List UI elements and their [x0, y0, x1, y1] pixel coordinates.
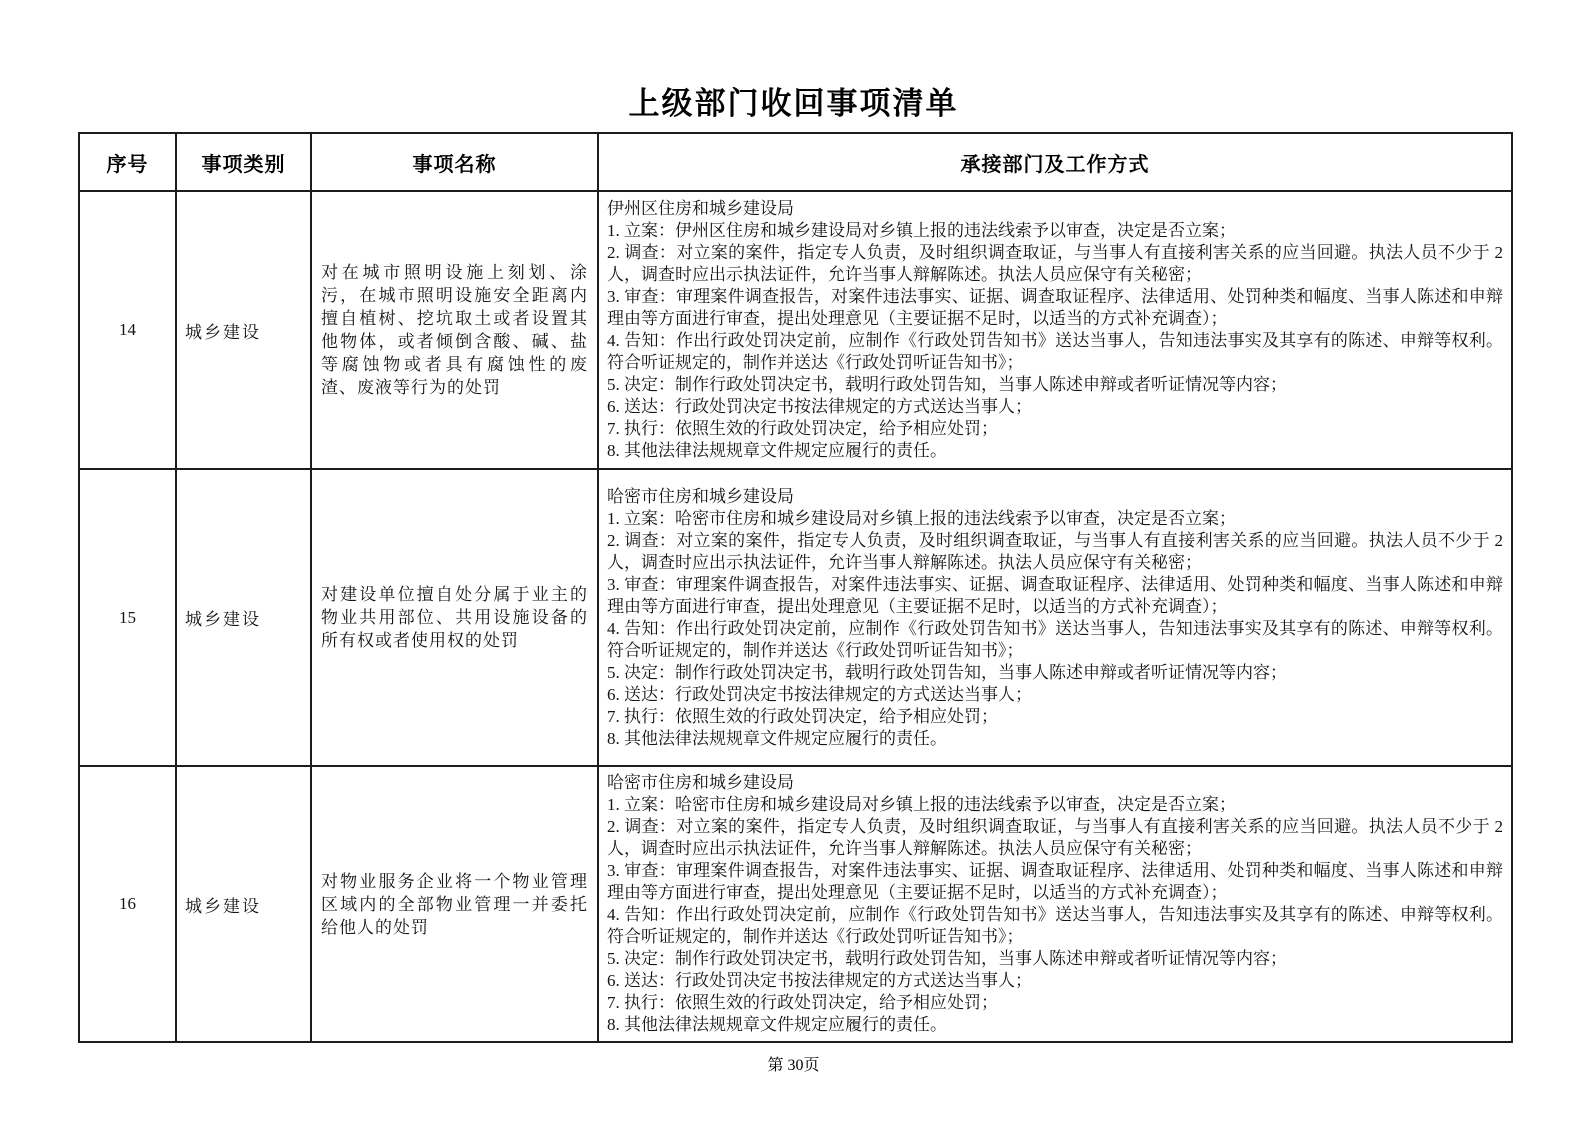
cell-item-name: 对在城市照明设施上刻划、涂污，在城市照明设施安全距离内擅自植树、挖坑取土或者设置其他物体，或者倾倒含酸、碱、盐等腐蚀物或者具有腐蚀性的废渣、废液等行为的处罚	[311, 191, 598, 469]
detail-line: 3. 审查：审理案件调查报告，对案件违法事实、证据、调查取证程序、法律适用、处罚种类和幅度、当事人陈述和申辩理由等方面进行审查，提出处理意见（主要证据不足时，以适当的方式补充调查）；	[607, 574, 1503, 616]
detail-line: 5. 决定：制作行政处罚决定书，载明行政处罚告知，当事人陈述申辩或者听证情况等内容；	[607, 375, 1287, 394]
cell-row-no: 14	[79, 191, 176, 469]
detail-line: 4. 告知：作出行政处罚决定前，应制作《行政处罚告知书》送达当事人，告知违法事实及其享有的陈述、申辩等权利。符合听证规定的，制作并送达《行政处罚听证告知书》；	[607, 905, 1503, 946]
detail-line: 4. 告知：作出行政处罚决定前，应制作《行政处罚告知书》送达当事人，告知违法事实及其享有的陈述、申辩等权利。符合听证规定的，制作并送达《行政处罚听证告知书》；	[607, 331, 1503, 372]
detail-line: 哈密市住房和城乡建设局	[607, 773, 794, 792]
detail-line: 2. 调查：对立案的案件，指定专人负责，及时组织调查取证，与当事人有直接利害关系的应当回避。执法人员不少于 2 人，调查时应出示执法证件，允许当事人辩解陈述。执法人员应保守有关秘密；	[607, 530, 1503, 572]
page-title: 上级部门收回事项清单	[628, 86, 959, 121]
detail-line: 8. 其他法律法规规章文件规定应履行的责任。	[607, 728, 947, 748]
cell-row-no: 16	[79, 766, 176, 1042]
detail-line: 5. 决定：制作行政处罚决定书，载明行政处罚告知，当事人陈述申辩或者听证情况等内容；	[607, 949, 1287, 968]
detail-line: 1. 立案：哈密市住房和城乡建设局对乡镇上报的违法线索予以审查，决定是否立案；	[607, 508, 1236, 528]
cell-item-name: 对建设单位擅自处分属于业主的物业共用部位、共用设施设备的所有权或者使用权的处罚	[311, 469, 598, 766]
header-cell-category: 事项类别	[176, 133, 311, 191]
detail-line: 6. 送达：行政处罚决定书按法律规定的方式送达当事人；	[607, 397, 1032, 416]
cell-category: 城乡建设	[176, 766, 311, 1042]
detail-line: 哈密市住房和城乡建设局	[607, 486, 794, 506]
detail-line: 6. 送达：行政处罚决定书按法律规定的方式送达当事人；	[607, 684, 1032, 704]
detail-line: 5. 决定：制作行政处罚决定书，载明行政处罚告知，当事人陈述申辩或者听证情况等内容；	[607, 662, 1287, 682]
detail-line: 4. 告知：作出行政处罚决定前，应制作《行政处罚告知书》送达当事人，告知违法事实及其享有的陈述、申辩等权利。符合听证规定的，制作并送达《行政处罚听证告知书》；	[607, 618, 1503, 660]
detail-line: 3. 审查：审理案件调查报告，对案件违法事实、证据、调查取证程序、法律适用、处罚种类和幅度、当事人陈述和申辩理由等方面进行审查，提出处理意见（主要证据不足时，以适当的方式补充调查）；	[607, 861, 1503, 902]
page-footer: 第 30页	[767, 1057, 820, 1074]
detail-line: 7. 执行：依照生效的行政处罚决定，给予相应处罚；	[607, 993, 998, 1012]
cell-department-details	[598, 191, 1512, 469]
detail-line: 2. 调查：对立案的案件，指定专人负责，及时组织调查取证，与当事人有直接利害关系的应当回避。执法人员不少于 2 人，调查时应出示执法证件，允许当事人辩解陈述。执法人员应保守有关秘密；	[607, 243, 1503, 284]
cell-category: 城乡建设	[176, 191, 311, 469]
detail-line: 7. 执行：依照生效的行政处罚决定，给予相应处罚；	[607, 419, 998, 438]
table-row	[79, 469, 1512, 766]
detail-line: 2. 调查：对立案的案件，指定专人负责，及时组织调查取证，与当事人有直接利害关系的应当回避。执法人员不少于 2 人，调查时应出示执法证件，允许当事人辩解陈述。执法人员应保守有关秘密；	[607, 817, 1503, 858]
detail-line: 7. 执行：依照生效的行政处罚决定，给予相应处罚；	[607, 706, 998, 726]
cell-department-details	[598, 766, 1512, 1042]
detail-line: 1. 立案：哈密市住房和城乡建设局对乡镇上报的违法线索予以审查，决定是否立案；	[607, 795, 1236, 814]
detail-line: 伊州区住房和城乡建设局	[607, 199, 794, 218]
detail-line: 8. 其他法律法规规章文件规定应履行的责任。	[607, 1015, 947, 1034]
header-cell-no: 序号	[79, 133, 176, 191]
header-cell-department: 承接部门及工作方式	[598, 133, 1512, 191]
cell-row-no: 15	[79, 469, 176, 766]
items-table	[78, 132, 1513, 1043]
table-row	[79, 191, 1512, 469]
detail-line: 1. 立案：伊州区住房和城乡建设局对乡镇上报的违法线索予以审查，决定是否立案；	[607, 221, 1236, 240]
header-cell-name: 事项名称	[311, 133, 598, 191]
cell-item-name: 对物业服务企业将一个物业管理区域内的全部物业管理一并委托给他人的处罚	[311, 766, 598, 1042]
detail-line: 3. 审查：审理案件调查报告，对案件违法事实、证据、调查取证程序、法律适用、处罚种类和幅度、当事人陈述和申辩理由等方面进行审查，提出处理意见（主要证据不足时，以适当的方式补充调查）；	[607, 287, 1503, 328]
detail-line: 6. 送达：行政处罚决定书按法律规定的方式送达当事人；	[607, 971, 1032, 990]
cell-department-details	[598, 469, 1512, 766]
table-header-row	[79, 133, 1512, 191]
table-row	[79, 766, 1512, 1042]
detail-line: 8. 其他法律法规规章文件规定应履行的责任。	[607, 441, 947, 460]
cell-category: 城乡建设	[176, 469, 311, 766]
